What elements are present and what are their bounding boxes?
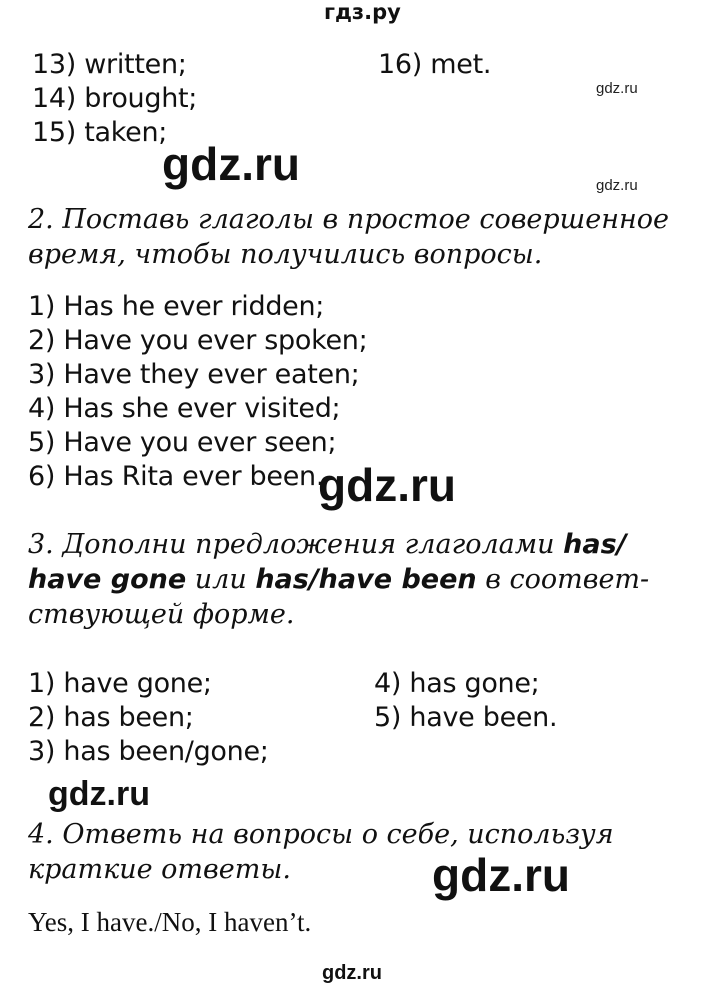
- task3-instruction-line1: 3. Дополни предложения глаголами has/: [28, 529, 627, 560]
- watermark-big: gdz.ru: [318, 459, 456, 511]
- task3-answer-list-col1: [28, 667, 269, 769]
- watermark-big: gdz.ru: [162, 138, 300, 190]
- list-item: 5) Have you ever seen;: [28, 427, 337, 458]
- list-item: 3) Have they ever eaten;: [28, 359, 360, 390]
- list-item: 6) Has Rita ever been.: [28, 461, 325, 492]
- list-item: 3) has been/gone;: [28, 736, 269, 767]
- task2-answer-list: [28, 290, 367, 494]
- watermark-big: gdz.ru: [432, 849, 570, 901]
- list-item: 14) brought;: [32, 83, 198, 114]
- list-item: 13) written;: [32, 49, 187, 80]
- list-item: 16) met.: [378, 49, 492, 80]
- watermark-mid: gdz.ru: [48, 775, 150, 813]
- task3-instruction-line2: have gone или has/have been в соответ-: [28, 564, 650, 595]
- list-item: 5) have been.: [374, 702, 558, 733]
- task4-instruction-line1: 4. Ответь на вопросы о себе, используя: [28, 819, 614, 850]
- list-item: 4) Has she ever visited;: [28, 393, 341, 424]
- list-item: 4) has gone;: [374, 668, 540, 699]
- task3-instruction-line3: ствующей форме.: [28, 599, 295, 630]
- list-item: 1) have gone;: [28, 668, 212, 699]
- list-item: 1) Has he ever ridden;: [28, 291, 325, 322]
- task3-answer-list-col2: [374, 667, 557, 735]
- task4-answer: Yes, I have./No, I haven’t.: [28, 907, 312, 937]
- list-item: 15) taken;: [32, 117, 168, 148]
- task2-instruction-line1: 2. Поставь глаголы в простое совершенное: [28, 204, 670, 235]
- answer-list-section1-col1: [32, 48, 197, 150]
- list-item: 2) Have you ever spoken;: [28, 325, 368, 356]
- answer-list-section1-col2: [378, 48, 491, 82]
- list-item: 2) has been;: [28, 702, 194, 733]
- site-title[interactable]: гдз.ру: [324, 0, 401, 24]
- footer-site-link[interactable]: gdz.ru: [322, 962, 382, 984]
- task4-instruction-line2: краткие ответы.: [28, 854, 291, 885]
- watermark-small: gdz.ru: [596, 80, 638, 97]
- watermark-small: gdz.ru: [596, 177, 638, 194]
- task2-instruction-line2: время, чтобы получились вопросы.: [28, 239, 543, 270]
